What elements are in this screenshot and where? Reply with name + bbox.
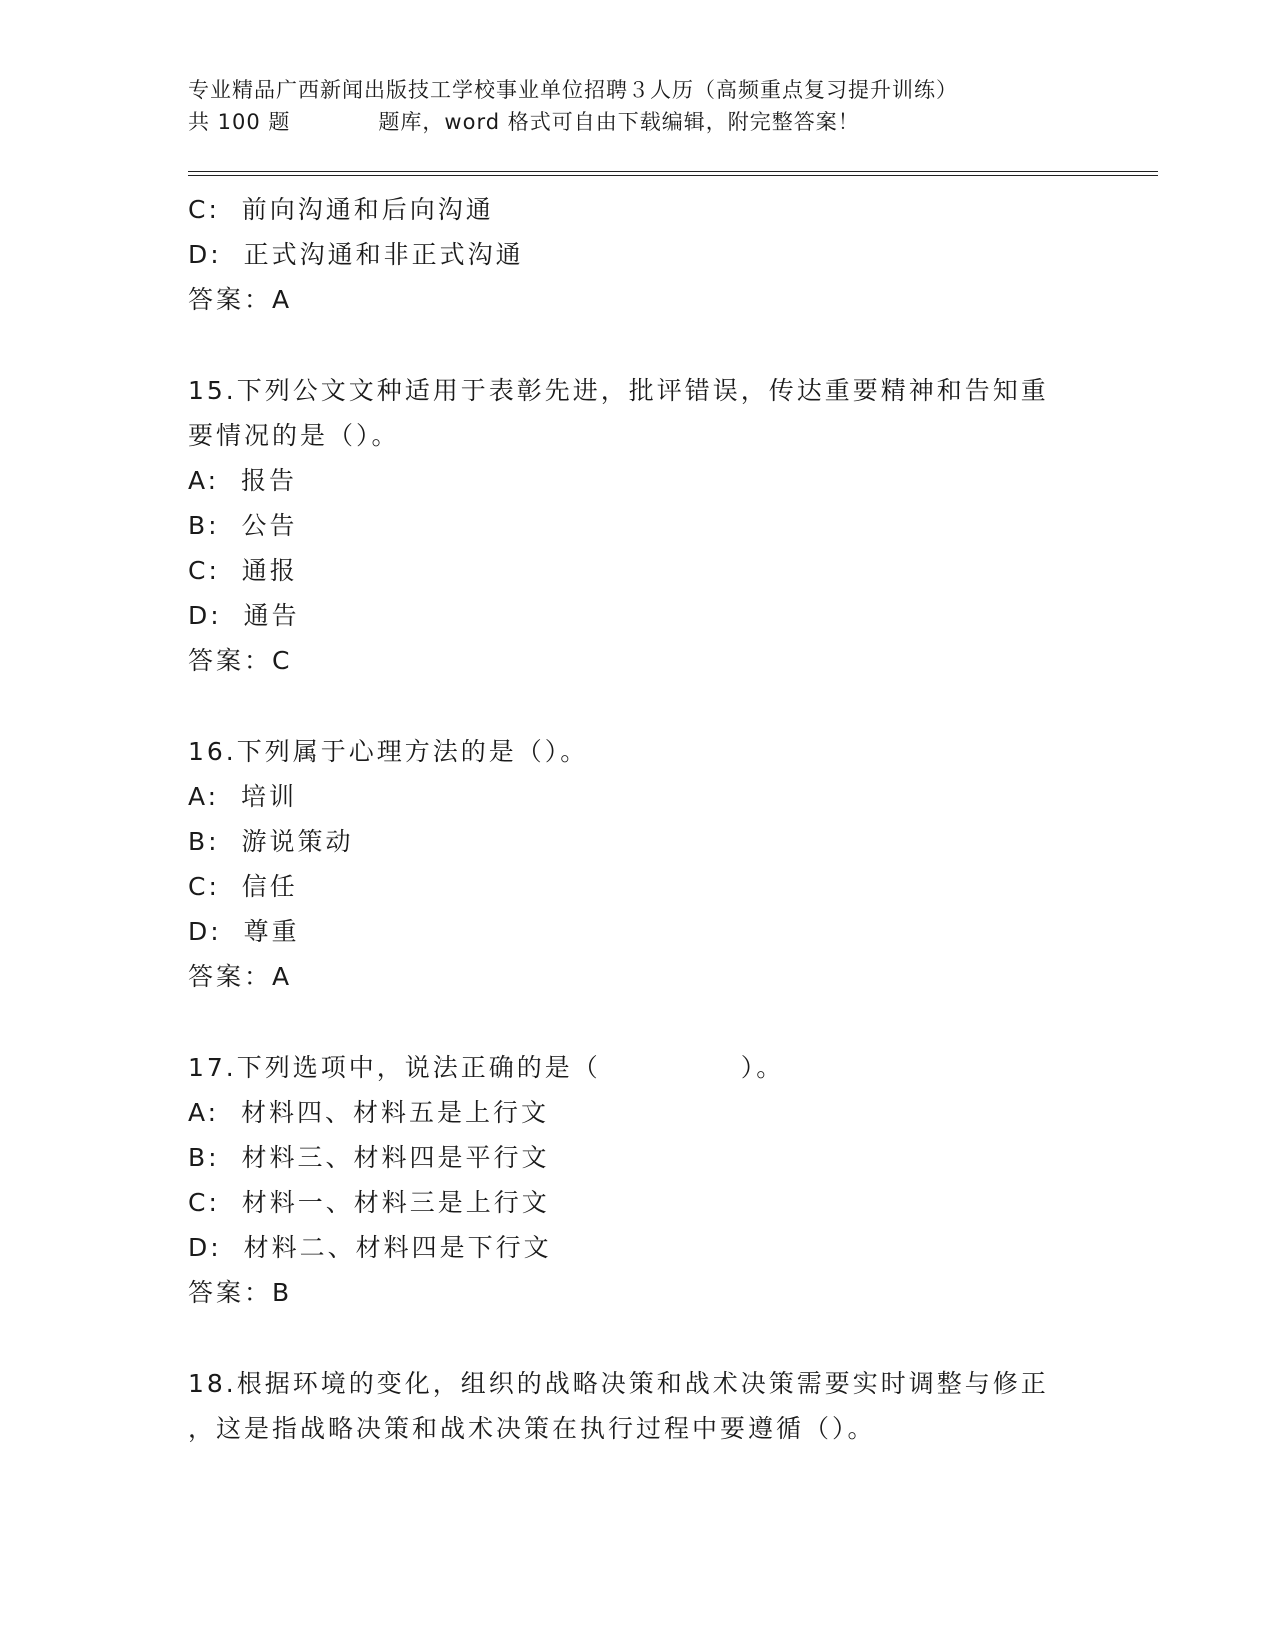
question-stem: 16.下列属于心理方法的是（）。 — [188, 737, 589, 766]
question-stem-continued: ，这是指战略决策和战术决策在执行过程中要遵循（）。 — [188, 1414, 876, 1443]
option-b: B: 游说策动 — [188, 827, 354, 856]
question-block-16 — [188, 729, 1088, 999]
question-block-15 — [188, 368, 1088, 683]
answer-line: 答案：C — [188, 646, 293, 675]
option-c: C: 信任 — [188, 872, 298, 901]
option-c: C: 通报 — [188, 556, 298, 585]
option-a: A: 报告 — [188, 466, 297, 495]
question-stem: 15.下列公文文种适用于表彰先进，批评错误，传达重要精神和告知重 — [188, 376, 1049, 405]
option-d: D: 通告 — [188, 601, 300, 630]
option-c: C: 前向沟通和后向沟通 — [188, 195, 494, 224]
answer-line: 答案：A — [188, 285, 293, 314]
option-a: A: 培训 — [188, 782, 297, 811]
option-d: D: 材料二、材料四是下行文 — [188, 1233, 552, 1262]
header-title-line-2: 共 100 题 题库，word 格式可自由下载编辑，附完整答案！ — [188, 110, 860, 134]
question-block-14 — [188, 187, 1088, 322]
header-divider-top — [188, 171, 1158, 172]
option-b: B: 材料三、材料四是平行文 — [188, 1143, 550, 1172]
option-b: B: 公告 — [188, 511, 298, 540]
question-stem: 17.下列选项中，说法正确的是（ ）。 — [188, 1053, 785, 1082]
question-list — [188, 187, 1088, 1451]
answer-line: 答案：B — [188, 1278, 293, 1307]
question-stem-continued: 要情况的是（）。 — [188, 421, 400, 450]
header-divider-bottom — [188, 175, 1158, 176]
document-header — [188, 74, 1088, 138]
answer-line: 答案：A — [188, 962, 293, 991]
question-block-17 — [188, 1045, 1088, 1315]
option-a: A: 材料四、材料五是上行文 — [188, 1098, 549, 1127]
question-block-18 — [188, 1361, 1088, 1451]
question-stem: 18.根据环境的变化，组织的战略决策和战术决策需要实时调整与修正 — [188, 1369, 1049, 1398]
option-c: C: 材料一、材料三是上行文 — [188, 1188, 550, 1217]
header-title-line-1: 专业精品广西新闻出版技工学校事业单位招聘３人历（高频重点复习提升训练） — [188, 78, 958, 102]
option-d: D: 正式沟通和非正式沟通 — [188, 240, 524, 269]
option-d: D: 尊重 — [188, 917, 300, 946]
